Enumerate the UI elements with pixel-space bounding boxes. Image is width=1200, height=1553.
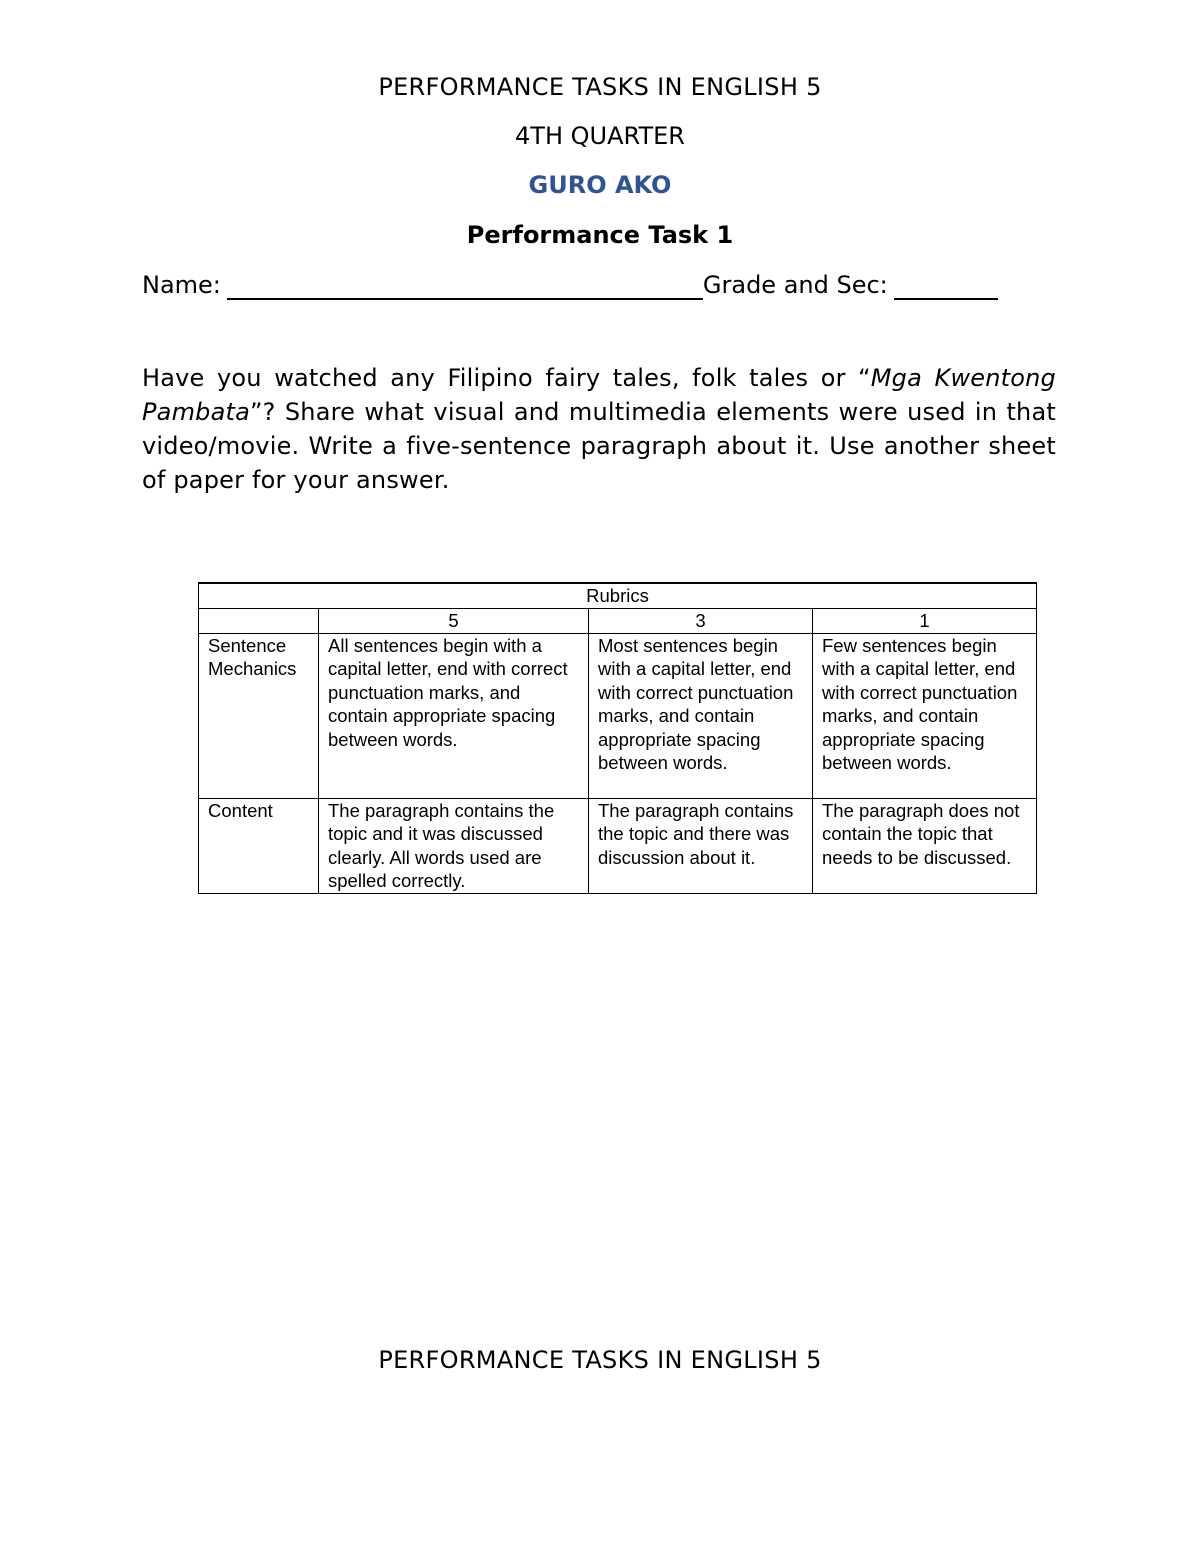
author-heading: GURO AKO <box>528 171 672 199</box>
grade-label: Grade and Sec: <box>702 271 888 299</box>
rubric-cell: Few sentences begin with a capital letter, end with correct punctuation marks, and contain appropriate spacing between words. <box>813 633 1037 798</box>
rubric-caption-row <box>199 583 1037 608</box>
name-label: Name: <box>142 271 221 299</box>
rubric-score-row <box>199 608 1037 633</box>
rubric-score-header: 3 <box>589 608 813 633</box>
rubric-row-content <box>199 798 1037 893</box>
grade-blank[interactable] <box>894 272 998 300</box>
instructions-text-1: Have you watched any Filipino fairy tales, folk tales or “ <box>142 364 871 392</box>
name-grade-row <box>142 270 1052 300</box>
rubric-caption: Rubrics <box>199 583 1037 608</box>
name-blank[interactable] <box>227 272 703 300</box>
next-page-title: PERFORMANCE TASKS IN ENGLISH 5 <box>378 1346 822 1374</box>
rubric-score-header: 1 <box>813 608 1037 633</box>
rubric-cell: All sentences begin with a capital letter, end with correct punctuation marks, and contain appropriate spacing between words. <box>319 633 589 798</box>
instructions-italic-title: Mga Kwentong Pambata <box>142 364 1056 426</box>
rubric-criterion: Content <box>199 798 319 893</box>
rubric-cell: The paragraph contains the topic and there was discussion about it. <box>589 798 813 893</box>
rubric-cell: Most sentences begin with a capital letter, end with correct punctuation marks, and contain appropriate spacing between words. <box>589 633 813 798</box>
rubric-criterion: Sentence Mechanics <box>199 633 319 798</box>
instructions-text-2: ”? Share what visual and multimedia elements were used in that video/movie. Write a five-sentence paragraph about it. Use another sheet of paper for your answer. <box>142 398 1056 494</box>
rubric-score-header: 5 <box>319 608 589 633</box>
rubric-corner-cell <box>199 608 319 633</box>
rubric-cell: The paragraph contains the topic and it was discussed clearly. All words used are spelled correctly. <box>319 798 589 893</box>
task-heading: Performance Task 1 <box>466 221 734 249</box>
rubric-table <box>198 582 1037 894</box>
rubric-cell: The paragraph does not contain the topic that needs to be discussed. <box>813 798 1037 893</box>
quarter-heading: 4TH QUARTER <box>515 122 685 150</box>
document-title: PERFORMANCE TASKS IN ENGLISH 5 <box>378 73 822 101</box>
rubric-row-sentence-mechanics <box>199 633 1037 798</box>
instructions-paragraph <box>142 361 1056 497</box>
